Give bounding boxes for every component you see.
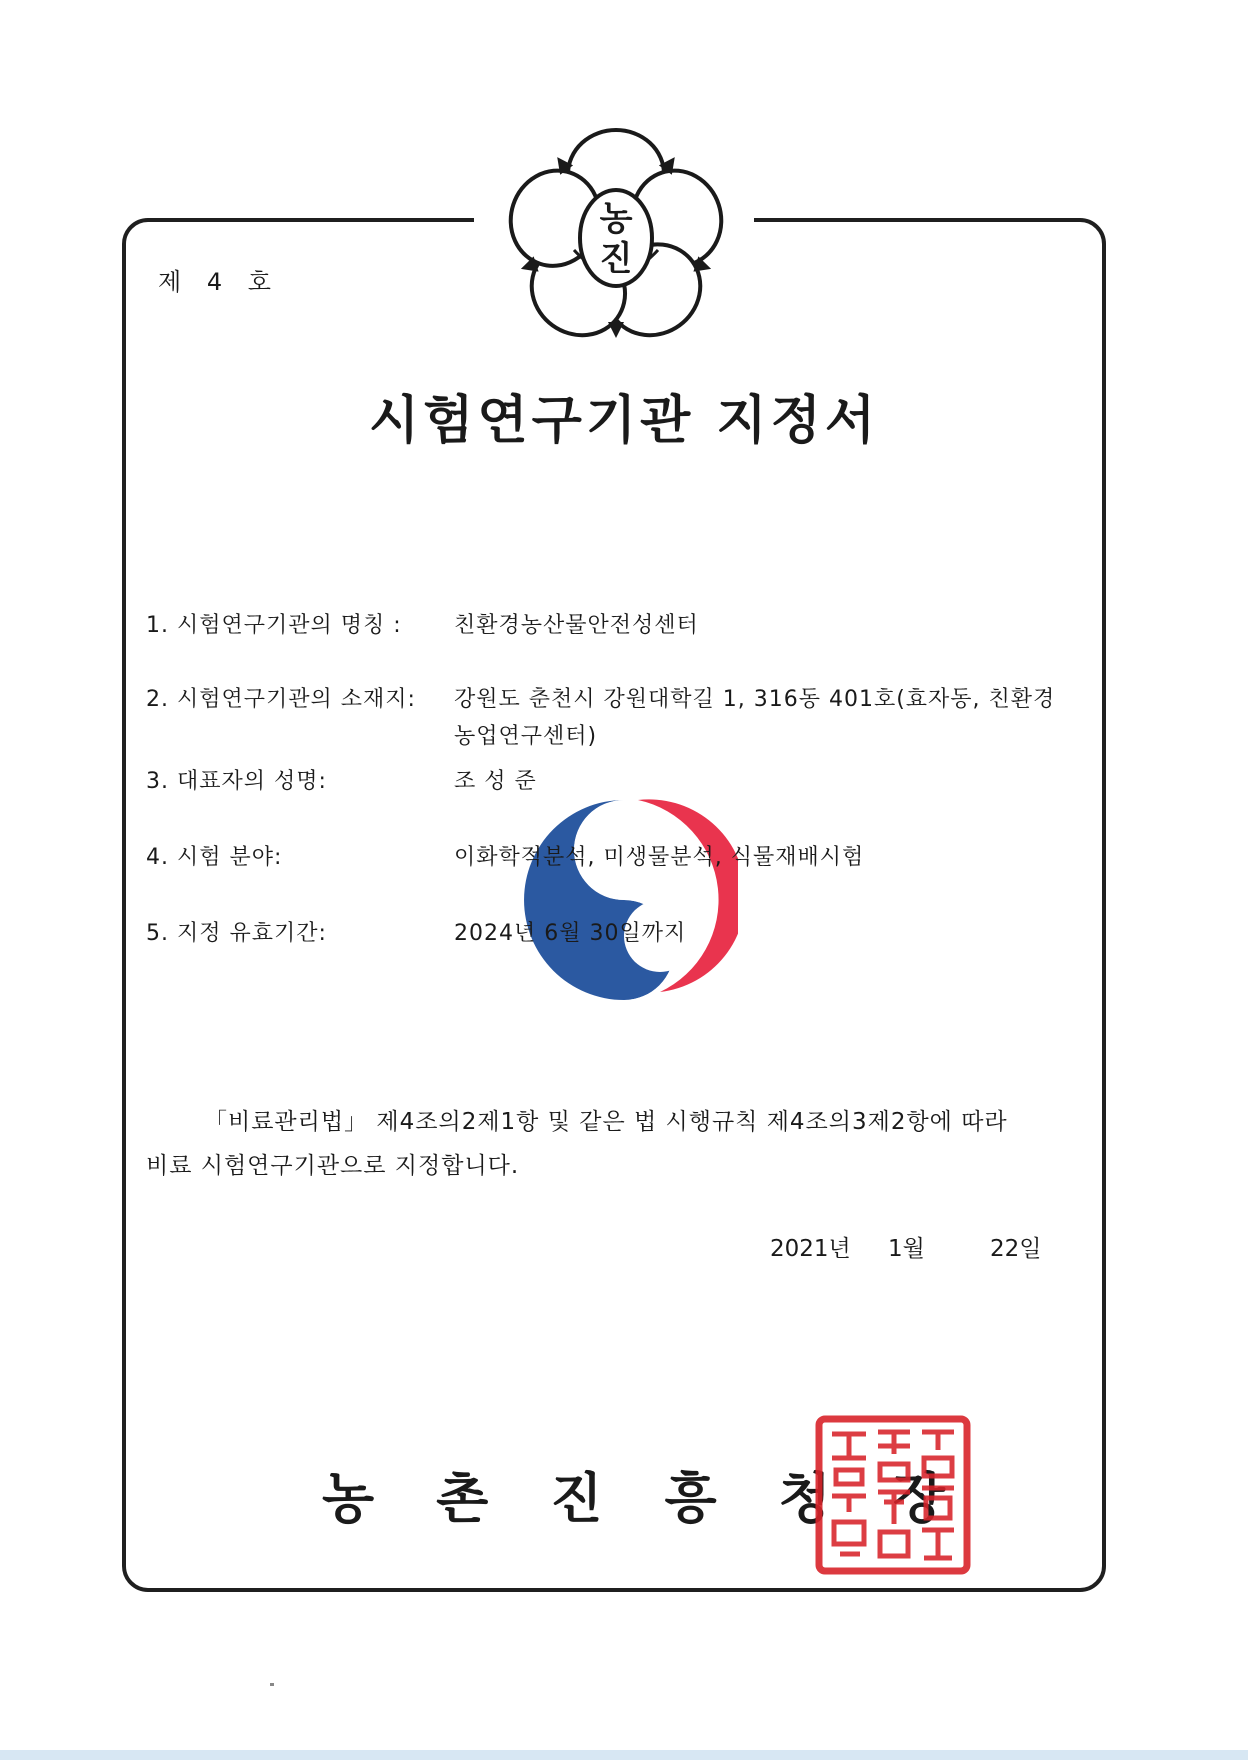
item-label: 1. 시험연구기관의 명칭 :	[146, 613, 402, 638]
government-emblem	[496, 118, 736, 358]
date-day: 22일	[990, 1236, 1042, 1262]
item-value: 친환경농산물안전성센터	[454, 613, 699, 638]
item-label: 3. 대표자의 성명:	[146, 769, 327, 794]
emblem-text-top: 농	[599, 199, 633, 239]
item-value: 이화학적분석, 미생물분석, 식물재배시험	[454, 845, 865, 870]
issuer-name: 농촌진흥청장	[322, 1466, 1007, 1530]
date-month: 1월	[888, 1236, 925, 1262]
taegeuk-watermark	[510, 786, 738, 1014]
official-seal	[814, 1414, 972, 1576]
item-label: 4. 시험 분야:	[146, 845, 283, 870]
page-bottom-strip	[0, 1750, 1248, 1760]
item-value: 조 성 준	[454, 769, 537, 794]
designation-statement	[146, 1100, 1080, 1188]
item-value: 2024년 6월 30일까지	[454, 921, 687, 946]
document-number: 제 4 호	[158, 268, 280, 296]
item-value: 강원도 춘천시 강원대학길 1, 316동 401호(효자동, 친환경	[454, 687, 1056, 712]
item-label: 2. 시험연구기관의 소재지:	[146, 687, 416, 712]
emblem-text-bottom: 진	[599, 239, 633, 279]
scan-speck	[270, 1683, 274, 1686]
document-title: 시험연구기관 지정서	[368, 391, 880, 451]
item-label: 5. 지정 유효기간:	[146, 921, 327, 946]
date-year: 2021년	[770, 1236, 851, 1262]
statement-line-1: 「비료관리법」 제4조의2제1항 및 같은 법 시행규칙 제4조의3제2항에 따라	[204, 1109, 1008, 1135]
statement-line-2: 비료 시험연구기관으로 지정합니다.	[146, 1153, 520, 1179]
item-value-continued: 농업연구센터)	[454, 724, 598, 749]
